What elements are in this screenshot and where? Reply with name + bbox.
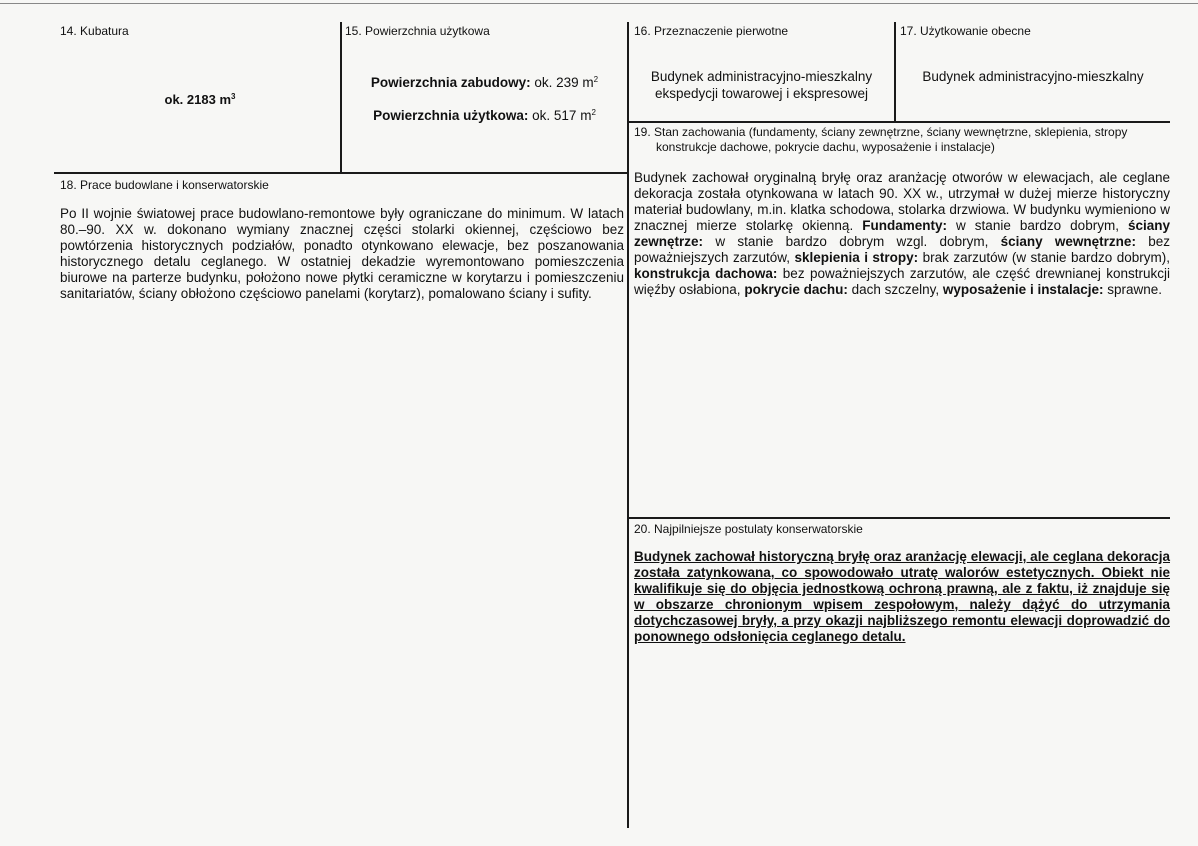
divider-above-18 xyxy=(54,172,628,174)
section-20-label: 20. Najpilniejsze postulaty konserwatorskie xyxy=(634,522,863,536)
scan-top-edge xyxy=(0,3,1198,4)
divider-above-20 xyxy=(628,517,1170,519)
section-18-label: 18. Prace budowlane i konserwatorskie xyxy=(60,178,269,192)
divider-above-19 xyxy=(628,121,1170,123)
section-19-label: 19. Stan zachowania (fundamenty, ściany zewnętrzne, ściany wewnętrzne, sklepienia, stropy konstrukcje dachowe, pokrycie dachu, wyposażenie i instalacje) xyxy=(634,125,1128,154)
section-16-label: 16. Przeznaczenie pierwotne xyxy=(634,24,789,38)
divider-14-15 xyxy=(340,22,342,174)
section-15-label: 15. Powierzchnia użytkowa xyxy=(345,24,490,38)
divider-left-right xyxy=(627,22,629,828)
kubatura-value: ok. 2183 $m^3$ xyxy=(164,92,236,107)
powierzchnia-uzytkowa: Powierzchnia użytkowa: ok. 517 $m^2$ xyxy=(373,108,596,123)
section-17-label: 17. Użytkowanie obecne xyxy=(900,24,1031,38)
powierzchnia-zabudowy: Powierzchnia zabudowy: ok. 239 $m^2$ xyxy=(370,75,599,90)
prace-budowlane-text: Po II wojnie światowej prace budowlano-remontowe były ograniczane do minimum. W latach 80.–90. XX w. dokonano wymiany znacznej części stolarki okiennej, częściowo bez powtórzenia historycznych podziałów, ponadto otynkowano elewacje, bez poszanowania historycznego detalu ceglanego. W ostatniej dekadzie wyremontowano pomieszczenia biurowe na parterze budynku, położono nowe płytki ceramiczne w korytarzu i pomieszczeniu sanitariatów, ściany obłożono częściowo panelami (korytarz), pomalowano ściany i sufity. xyxy=(60,206,624,301)
uzytkowanie-obecne: Budynek administracyjno-mieszkalny xyxy=(922,69,1144,84)
stan-zachowania-text: Budynek zachował oryginalną bryłę oraz aranżację otworów w elewacjach, ale ceglane dekoracja została otynkowana w latach 90. XX w., utrzymał w dużej mierze historyczny materiał budowlany, m.in. klatka schodowa, stolarka drzwiowa. W budynku wymieniono w znacznej mierze stolarkę okienną. Fundamenty: w stanie bardzo dobrym, ściany zewnętrze: w stanie bardzo dobrym wzgl. dobrym, ściany wewnętrzne: bez poważniejszych zarzutów, sklepienia i stropy: brak zarzutów (w stanie bardzo dobrym), konstrukcja dachowa: bez poważniejszych zarzutów, ale część drewnianej konstrukcji więźby osłabiona, pokrycie dachu: dach szczelny, wyposażenie i instalacje: sprawne. xyxy=(634,170,1170,297)
przeznaczenie-pierwotne: Budynek administracyjno-mieszkalny ekspedycji towarowej i ekspresowej xyxy=(650,69,873,101)
postulaty-text: Budynek zachował historyczną bryłę oraz aranżację elewacji, ale ceglana dekoracja została zatynkowana, co spowodowało utratę walorów estetycznych. Obiekt nie kwalifikuje się do objęcia jednostkową ochroną prawną, ale z faktu, iż znajduje się w obszarze chronionym wpisem zespołowym, należy dążyć do utrzymania dotychczasowej bryły, a przy okazji najbliższego remontu elewacji doprowadzić do ponownego odsłonięcia ceglanego detalu. xyxy=(634,549,1170,644)
section-14-label: 14. Kubatura xyxy=(60,24,129,38)
